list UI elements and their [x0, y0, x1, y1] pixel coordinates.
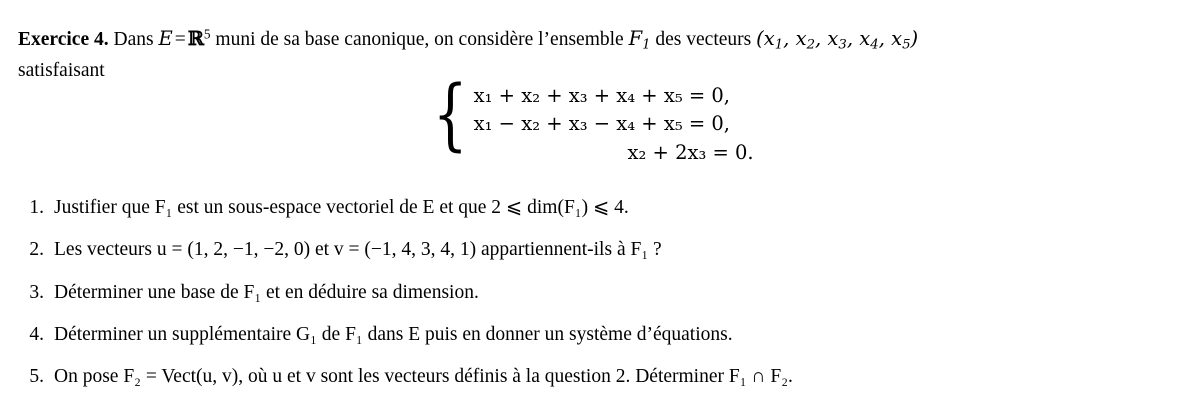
generic-vector: ($x_1$, $x_2$, $x_3$, $x_4$, $x_5$)	[756, 27, 919, 53]
intro-text-3: des vecteurs	[650, 29, 757, 50]
exercise-label: Exercice 4.	[18, 29, 109, 50]
question-text: Déterminer un supplémentaire G₁ de F₁ dans E puis en donner un système d’équations.	[54, 323, 733, 345]
question-number: 1.	[29, 197, 44, 218]
exercise-intro: Exercice 4. Dans E = ℝ$^5$ muni de sa base canonique, on considère l’ensemble $F_1$ des vecteurs ($x_1$, $x_2$, $x_3$, $x_4$, $x_5$) satisfaisant	[18, 26, 919, 82]
equation-2: x₁ − x₂ + x₃ − x₄ + x₅ = 0,	[473, 112, 730, 136]
equation-3: x₂ + 2x₃ = 0.	[627, 140, 754, 164]
equation-list	[470, 78, 788, 169]
question-text: On pose F₂ = Vect(u, v), où u et v sont les vecteurs définis à la question 2. Déterminer F₁ ∩ F₂.	[54, 366, 793, 388]
question-text: Déterminer une base de F₁ et en déduire sa dimension.	[54, 281, 479, 303]
intro-text-1: Dans	[113, 29, 159, 50]
question-number: 4.	[29, 323, 44, 345]
intro-text-4: satisfaisant	[18, 60, 105, 82]
dimension-exponent: 5	[203, 26, 211, 42]
question-number: 2.	[29, 239, 44, 261]
question-text: Les vecteurs u = (1, 2, −1, −2, 0) et v = (−1, 4, 3, 4, 1) appartiennent-ils à F₁ ?	[54, 239, 662, 261]
subspace-F1: $F_1$	[628, 27, 651, 53]
real-numbers-symbol: ℝ	[187, 27, 204, 50]
equation-system	[418, 70, 788, 169]
question-item	[18, 363, 1168, 390]
question-text: Justifier que F₁ est un sous-espace vectoriel de E et que 2 ⩽ dim(F₁) ⩽ 4.	[54, 197, 629, 218]
left-brace-icon: {	[432, 70, 468, 160]
question-number: 5.	[29, 366, 44, 388]
question-item	[18, 194, 1168, 221]
set-E: E	[158, 27, 173, 50]
question-number: 3.	[29, 281, 44, 303]
question-list	[18, 194, 1168, 405]
question-item	[18, 279, 1168, 306]
question-item	[18, 321, 1168, 348]
intro-text-2: muni de sa base canonique, on considère l’ensemble	[210, 29, 629, 50]
equation-1: x₁ + x₂ + x₃ + x₄ + x₅ = 0,	[473, 84, 730, 107]
question-item	[18, 236, 1168, 263]
